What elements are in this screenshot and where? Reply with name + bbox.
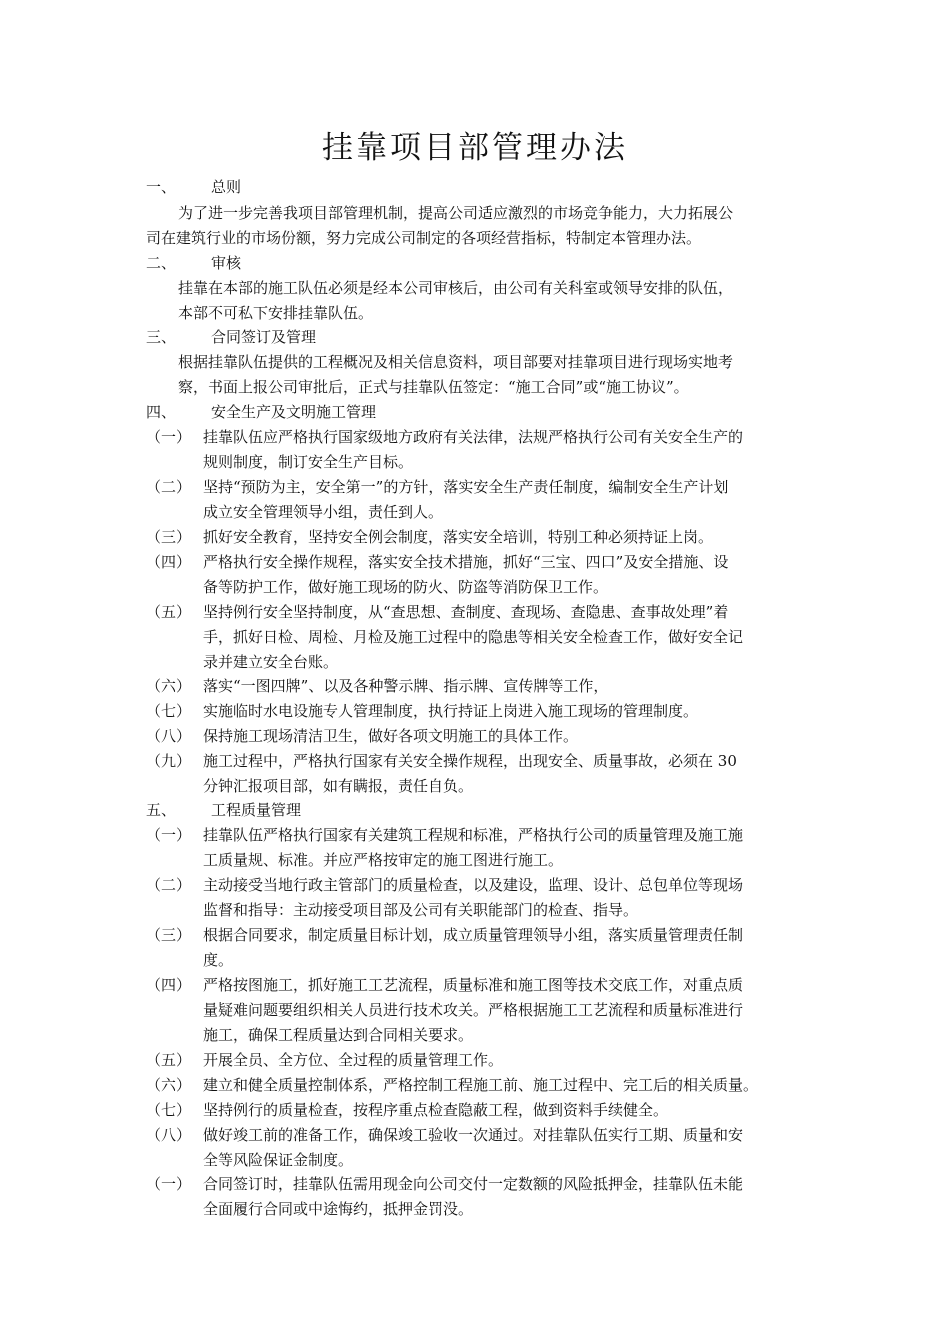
- item-number: （五）: [146, 603, 192, 621]
- paragraph-line: 察，书面上报公司审批后，正式与挂靠队伍签定：“施工合同”或“施工协议”。: [178, 378, 689, 396]
- section-heading: 工程质量管理: [211, 801, 302, 819]
- item-number: （七）: [146, 702, 192, 720]
- section-number: 三、: [146, 328, 177, 346]
- section-heading: 安全生产及文明施工管理: [211, 403, 377, 421]
- item-line: 坚持例行安全坚持制度，从“查思想、查制度、查现场、查隐患、查事故处理”着: [203, 603, 729, 621]
- item-line: 监督和指导：主动接受项目部及公司有关职能部门的检查、指导。: [203, 901, 639, 919]
- item-line: 规则制度，制订安全生产目标。: [203, 453, 414, 471]
- item-number: （六）: [146, 1076, 192, 1094]
- paragraph-line: 挂靠在本部的施工队伍必须是经本公司审核后，由公司有关科室或领导安排的队伍，: [178, 279, 734, 297]
- item-number: （二）: [146, 478, 192, 496]
- item-line: 建立和健全质量控制体系，严格控制工程施工前、施工过程中、完工后的相关质量。: [203, 1076, 759, 1094]
- item-line: 实施临时水电设施专人管理制度，执行持证上岗进入施工现场的管理制度。: [203, 702, 699, 720]
- item-line: 严格按图施工，抓好施工工艺流程，质量标准和施工图等技术交底工作，对重点质: [203, 976, 744, 994]
- section-heading: 合同签订及管理: [211, 328, 317, 346]
- item-line: 合同签订时，挂靠队伍需用现金向公司交付一定数额的风险抵押金，挂靠队伍未能: [203, 1175, 744, 1193]
- item-line: 录并建立安全台账。: [203, 653, 339, 671]
- item-number: （八）: [146, 1126, 192, 1144]
- item-line: 开展全员、全方位、全过程的质量管理工作。: [203, 1051, 504, 1069]
- item-number: （四）: [146, 553, 192, 571]
- item-number: （三）: [146, 926, 192, 944]
- item-line: 工质量规、标准。并应严格按审定的施工图进行施工。: [203, 851, 564, 869]
- item-number: （九）: [146, 752, 192, 770]
- item-line: 备等防护工作，做好施工现场的防火、防盗等消防保卫工作。: [203, 578, 609, 596]
- item-number: （一）: [146, 826, 192, 844]
- item-number: （四）: [146, 976, 192, 994]
- item-line: 全等风险保证金制度。: [203, 1151, 354, 1169]
- section-number: 五、: [146, 801, 177, 819]
- paragraph-line: 司在建筑行业的市场份额，努力完成公司制定的各项经营指标，特制定本管理办法。: [146, 229, 702, 247]
- item-line: 做好竣工前的准备工作，确保竣工验收一次通过。对挂靠队伍实行工期、质量和安: [203, 1126, 744, 1144]
- item-line: 度。: [203, 951, 234, 969]
- item-line: 落实“一图四牌”、以及各种警示牌、指示牌、宣传牌等工作，: [203, 677, 609, 695]
- paragraph-line: 根据挂靠队伍提供的工程概况及相关信息资料，项目部要对挂靠项目进行现场实地考: [178, 353, 734, 371]
- section-heading: 审核: [211, 254, 242, 272]
- paragraph-line: 为了进一步完善我项目部管理机制，提高公司适应激烈的市场竞争能力，大力拓展公: [178, 204, 734, 222]
- item-number: （五）: [146, 1051, 192, 1069]
- item-number: （八）: [146, 727, 192, 745]
- section-heading: 总则: [211, 178, 242, 196]
- item-line: 挂靠队伍应严格执行国家级地方政府有关法律，法规严格执行公司有关安全生产的: [203, 428, 744, 446]
- item-line: 量疑难问题要组织相关人员进行技术攻关。严格根据施工工艺流程和质量标准进行: [203, 1001, 744, 1019]
- item-line: 根据合同要求，制定质量目标计划，成立质量管理领导小组，落实质量管理责任制: [203, 926, 744, 944]
- item-line: 主动接受当地行政主管部门的质量检查，以及建设，监理、设计、总包单位等现场: [203, 876, 744, 894]
- section-number: 四、: [146, 403, 177, 421]
- item-number: （二）: [146, 876, 192, 894]
- item-line: 挂靠队伍严格执行国家有关建筑工程规和标准，严格执行公司的质量管理及施工施: [203, 826, 744, 844]
- item-number: （一）: [146, 428, 192, 446]
- item-line: 坚持例行的质量检查，按程序重点检查隐蔽工程，做到资料手续健全。: [203, 1101, 669, 1119]
- item-number: （七）: [146, 1101, 192, 1119]
- item-number: （三）: [146, 528, 192, 546]
- item-line: 严格执行安全操作规程，落实安全技术措施，抓好“三宝、四口”及安全措施、设: [203, 553, 729, 571]
- section-number: 一、: [146, 178, 177, 196]
- item-number: （一）: [146, 1175, 192, 1193]
- item-line: 全面履行合同或中途悔约，抵押金罚没。: [203, 1200, 474, 1218]
- paragraph-line: 本部不可私下安排挂靠队伍。: [178, 304, 374, 322]
- document-title: 挂靠项目部管理办法: [322, 130, 628, 166]
- item-line: 坚持“预防为主，安全第一”的方针，落实安全生产责任制度，编制安全生产计划: [203, 478, 729, 496]
- item-line: 施工过程中，严格执行国家有关安全操作规程，出现安全、质量事故，必须在 30: [203, 752, 737, 770]
- item-line: 手，抓好日检、周检、月检及施工过程中的隐患等相关安全检查工作，做好安全记: [203, 628, 744, 646]
- item-line: 保持施工现场清洁卫生，做好各项文明施工的具体工作。: [203, 727, 579, 745]
- item-number: （六）: [146, 677, 192, 695]
- item-line: 抓好安全教育，坚持安全例会制度，落实安全培训，特别工种必须持证上岗。: [203, 528, 714, 546]
- item-line: 分钟汇报项目部，如有瞒报，责任自负。: [203, 777, 474, 795]
- section-number: 二、: [146, 254, 177, 272]
- item-line: 施工，确保工程质量达到合同相关要求。: [203, 1026, 474, 1044]
- item-line: 成立安全管理领导小组，责任到人。: [203, 503, 444, 521]
